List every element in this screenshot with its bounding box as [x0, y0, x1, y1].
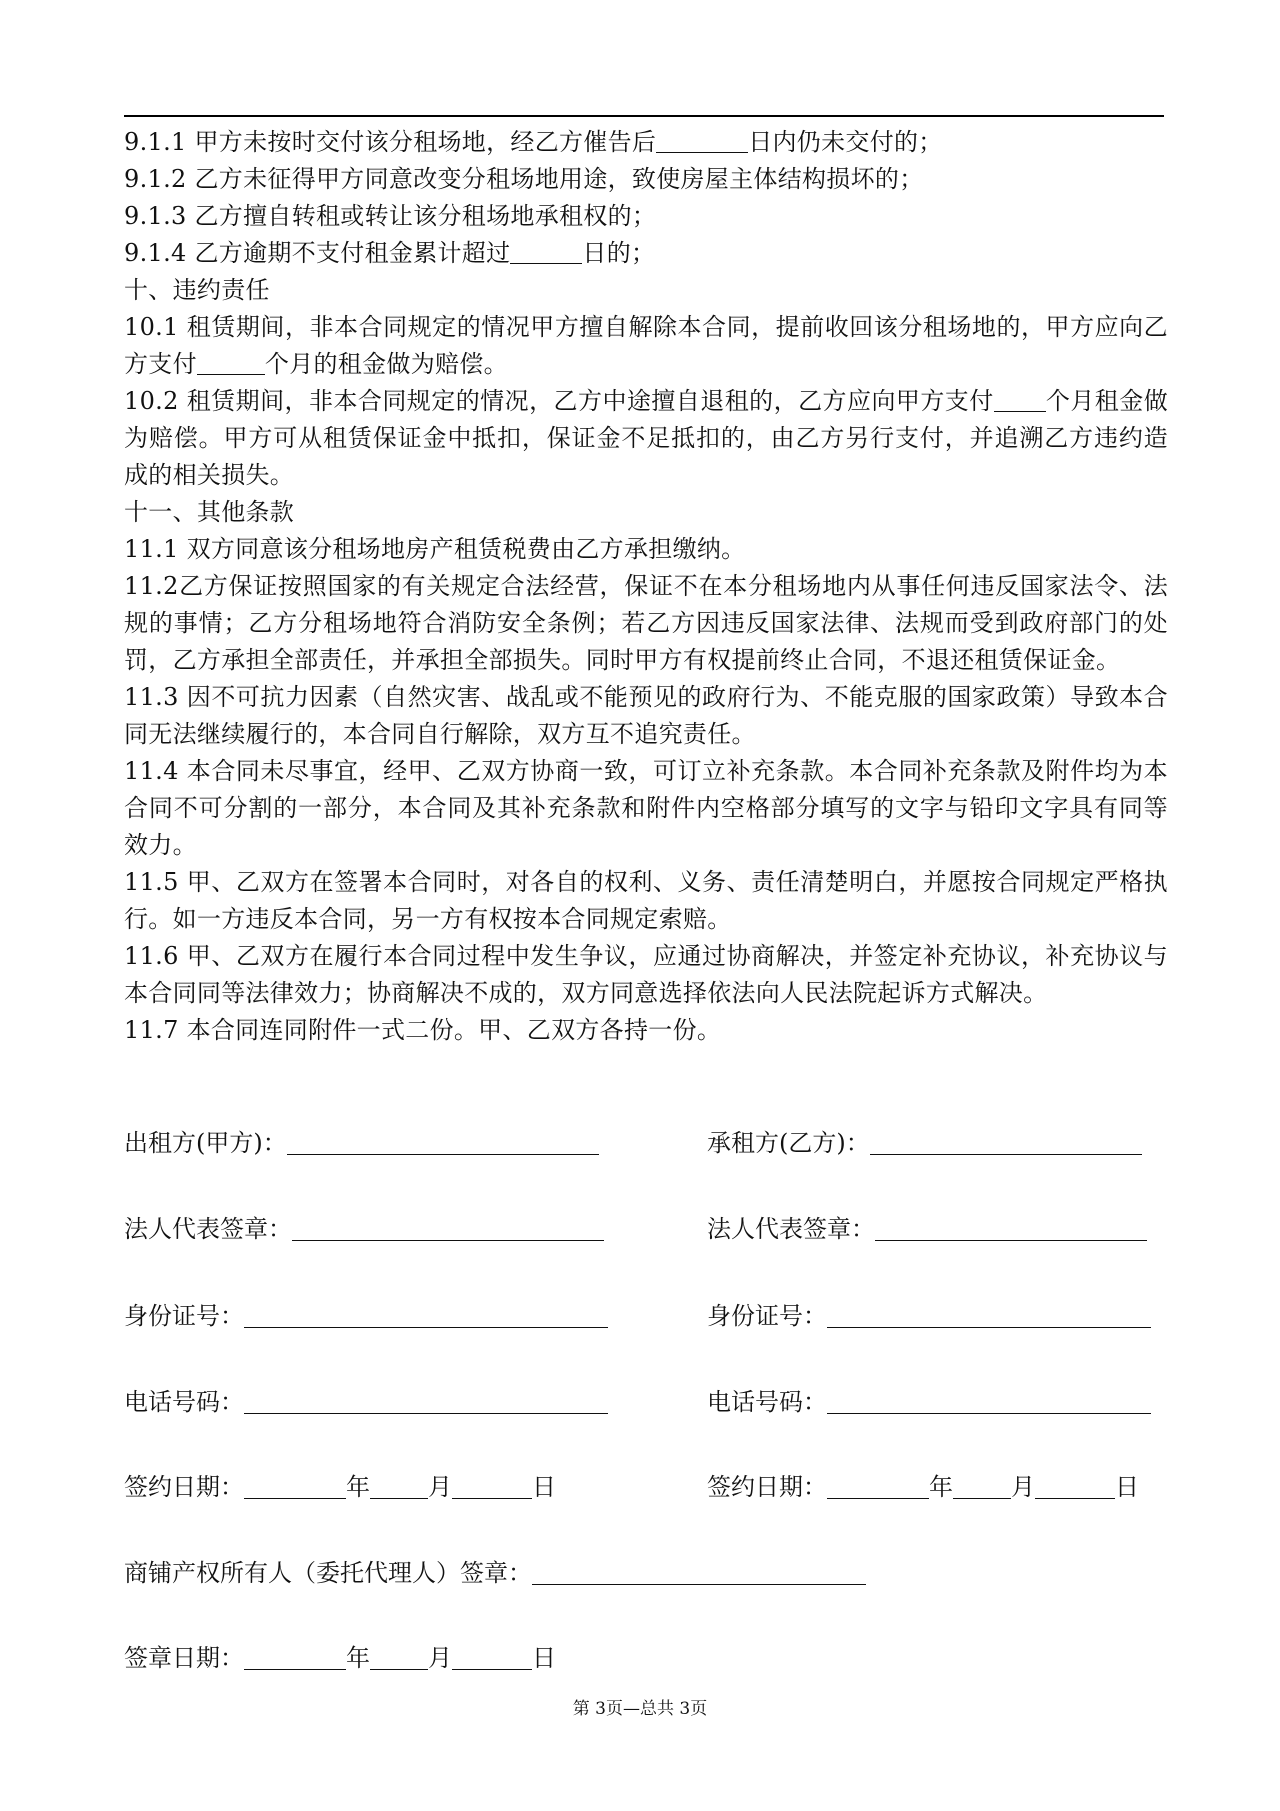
- seal-date-label: 签章日期：: [124, 1644, 244, 1672]
- sign-date-label: 签约日期：: [124, 1473, 244, 1501]
- clause-9-1-3: 9.1.3 乙方擅自转租或转让该分租场地承租权的；: [124, 202, 657, 230]
- clause-10-1: 10.1 租赁期间，非本合同规定的情况甲方擅自解除本合同，提前收回该分租场地的，甲方应向乙方支付 个月的租金做为赔偿。: [124, 313, 1168, 378]
- sign-date-label: 签约日期：: [707, 1473, 827, 1501]
- blank-field[interactable]: [994, 387, 1046, 412]
- header-rule: [124, 115, 1164, 117]
- blank-field[interactable]: [510, 239, 582, 264]
- clause-9-1-2: 9.1.2 乙方未征得甲方同意改变分租场地用途，致使房屋主体结构损坏的；: [124, 165, 924, 193]
- page-footer: 第 3页—总共 3页: [572, 1699, 708, 1719]
- lessee-signature-field[interactable]: [870, 1130, 1142, 1155]
- id-number-label: 身份证号：: [707, 1302, 827, 1330]
- phone-label: 电话号码：: [707, 1388, 827, 1416]
- lessee-phone-row: [707, 1387, 1151, 1417]
- clause-11-6: 11.6 甲、乙双方在履行本合同过程中发生争议，应通过协商解决，并签定补充协议，补充协议与本合同同等法律效力；协商解决不成的，双方同意选择依法向人民法院起诉方式解决。: [124, 942, 1168, 1007]
- year-field[interactable]: [244, 1645, 346, 1670]
- blank-field[interactable]: [656, 128, 748, 153]
- lessee-legal-rep-row: [707, 1214, 1147, 1244]
- year-field[interactable]: [827, 1474, 929, 1499]
- lessee-signature-row: [707, 1128, 1142, 1158]
- contract-body: [124, 124, 1168, 1049]
- day-field[interactable]: [1035, 1474, 1115, 1499]
- lessor-sign-date-row: [124, 1472, 556, 1502]
- clause-9-1-1: 9.1.1 甲方未按时交付该分租场地，经乙方催告后 日内仍未交付的；: [124, 128, 943, 156]
- day-label: 日: [532, 1473, 556, 1501]
- lessee-legal-rep-field[interactable]: [875, 1216, 1147, 1241]
- section-heading-11: 十一、其他条款: [124, 498, 295, 526]
- day-label: 日: [532, 1644, 556, 1672]
- lessee-sign-date-row: [707, 1472, 1139, 1502]
- clause-11-3: 11.3 因不可抗力因素（自然灾害、战乱或不能预见的政府行为、不能克服的国家政策）导致本合同无法继续履行的，本合同自行解除，双方互不追究责任。: [124, 683, 1168, 748]
- month-field[interactable]: [370, 1474, 428, 1499]
- seal-date-row: [124, 1643, 556, 1673]
- year-field[interactable]: [244, 1474, 346, 1499]
- year-label: 年: [929, 1473, 953, 1501]
- month-label: 月: [428, 1644, 452, 1672]
- lessor-id-field[interactable]: [244, 1303, 608, 1328]
- legal-rep-label: 法人代表签章：: [707, 1215, 875, 1243]
- blank-field[interactable]: [197, 350, 265, 375]
- id-number-label: 身份证号：: [124, 1302, 244, 1330]
- lessor-legal-rep-row: [124, 1214, 604, 1244]
- clause-9-1-4: 9.1.4 乙方逾期不支付租金累计超过 日的；: [124, 239, 656, 267]
- lessor-signature-field[interactable]: [287, 1130, 599, 1155]
- lessor-label: 出租方(甲方)：: [124, 1129, 287, 1157]
- month-label: 月: [1011, 1473, 1035, 1501]
- clause-11-2: 11.2乙方保证按照国家的有关规定合法经营，保证不在本分租场地内从事任何违反国家法令、法规的事情；乙方分租场地符合消防安全条例；若乙方因违反国家法律、法规而受到政府部门的处罚，乙方承担全部责任，并承担全部损失。同时甲方有权提前终止合同，不退还租赁保证金。: [124, 572, 1168, 674]
- lessor-phone-row: [124, 1387, 608, 1417]
- owner-seal-field[interactable]: [532, 1560, 866, 1585]
- owner-seal-label: 商铺产权所有人（委托代理人）签章：: [124, 1559, 532, 1587]
- month-field[interactable]: [370, 1645, 428, 1670]
- month-field[interactable]: [953, 1474, 1011, 1499]
- section-heading-10: 十、违约责任: [124, 276, 270, 304]
- clause-11-7: 11.7 本合同连同附件一式二份。甲、乙双方各持一份。: [124, 1016, 722, 1044]
- lessor-phone-field[interactable]: [244, 1389, 608, 1414]
- phone-label: 电话号码：: [124, 1388, 244, 1416]
- lessee-label: 承租方(乙方)：: [707, 1129, 870, 1157]
- lessor-id-row: [124, 1301, 608, 1331]
- day-label: 日: [1115, 1473, 1139, 1501]
- lessee-id-row: [707, 1301, 1151, 1331]
- month-label: 月: [428, 1473, 452, 1501]
- lessor-signature-row: [124, 1128, 599, 1158]
- day-field[interactable]: [452, 1474, 532, 1499]
- year-label: 年: [346, 1473, 370, 1501]
- owner-seal-row: [124, 1558, 866, 1588]
- year-label: 年: [346, 1644, 370, 1672]
- lessor-legal-rep-field[interactable]: [292, 1216, 604, 1241]
- lessee-id-field[interactable]: [827, 1303, 1151, 1328]
- lessee-phone-field[interactable]: [827, 1389, 1151, 1414]
- clause-11-1: 11.1 双方同意该分租场地房产租赁税费由乙方承担缴纳。: [124, 535, 746, 563]
- clause-11-5: 11.5 甲、乙双方在签署本合同时，对各自的权利、义务、责任清楚明白，并愿按合同规定严格执行。如一方违反本合同，另一方有权按本合同规定索赔。: [124, 868, 1168, 933]
- clause-11-4: 11.4 本合同未尽事宜，经甲、乙双方协商一致，可订立补充条款。本合同补充条款及附件均为本合同不可分割的一部分，本合同及其补充条款和附件内空格部分填写的文字与铅印文字具有同等效力。: [124, 757, 1168, 859]
- clause-10-2: 10.2 租赁期间，非本合同规定的情况，乙方中途擅自退租的，乙方应向甲方支付 个月租金做为赔偿。甲方可从租赁保证金中抵扣，保证金不足抵扣的，由乙方另行支付，并追溯乙方违约造成的相关损失。: [124, 387, 1169, 489]
- legal-rep-label: 法人代表签章：: [124, 1215, 292, 1243]
- day-field[interactable]: [452, 1645, 532, 1670]
